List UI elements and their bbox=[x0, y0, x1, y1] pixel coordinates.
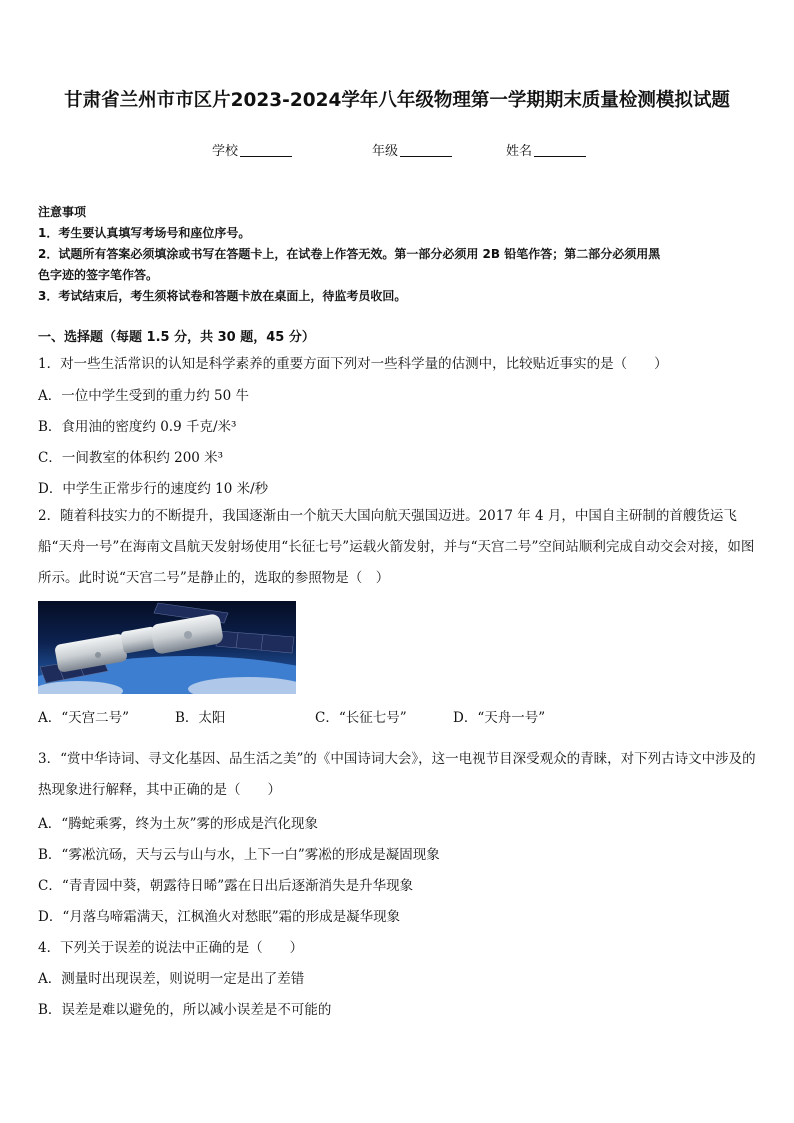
question-3-option-c[interactable]: C．“青青园中葵，朝露待日晞”露在日出后逐渐消失是升华现象 bbox=[38, 878, 414, 894]
grade-blank[interactable] bbox=[400, 144, 452, 157]
question-2-stem: 2．随着科技实力的不断提升，我国逐渐由一个航天大国向航天强国迈进。2017 年 4 月，中国自主研制的首艘货运飞船“天舟一号”在海南文昌航天发射场使用“长征七号”运载火箭发射，并与“天宫二号”空间站顺利完成自动交会对接，如图所示。此时说“天宫二号”是静止的，选取的参照物是（ ） bbox=[38, 508, 755, 586]
section-heading: 一、选择题（每题 1.5 分，共 30 题，45 分） bbox=[38, 330, 315, 345]
question-1-option-d[interactable]: D．中学生正常步行的速度约 10 米/秒 bbox=[38, 481, 269, 497]
school-blank[interactable] bbox=[240, 144, 292, 157]
school-field[interactable] bbox=[212, 140, 292, 159]
name-label: 姓名 bbox=[506, 144, 533, 159]
question-2-option-d[interactable]: D．“天舟一号” bbox=[453, 710, 546, 726]
question-1-option-a[interactable]: A．一位中学生受到的重力约 50 牛 bbox=[38, 388, 250, 404]
question-3-option-b[interactable]: B．“雾凇沆砀，天与云与山与水，上下一白”雾凇的形成是凝固现象 bbox=[38, 847, 440, 863]
question-4-option-a[interactable]: A．测量时出现误差，则说明一定是出了差错 bbox=[38, 971, 305, 987]
school-label: 学校 bbox=[212, 144, 239, 159]
question-4-stem: 4．下列关于误差的说法中正确的是（ ） bbox=[38, 940, 304, 956]
note-item: 1．考生要认真填写考场号和座位序号。 bbox=[38, 226, 251, 240]
question-1-option-b[interactable]: B．食用油的密度约 0.9 千克/米³ bbox=[38, 419, 237, 435]
page-title: 甘肃省兰州市市区片2023-2024学年八年级物理第一学期期末质量检测模拟试题 bbox=[64, 90, 730, 111]
question-2-option-a[interactable]: A．“天宫二号” bbox=[38, 710, 130, 726]
question-3-option-d[interactable]: D．“月落乌啼霜满天，江枫渔火对愁眠”霜的形成是凝华现象 bbox=[38, 909, 401, 925]
question-2-option-b[interactable]: B．太阳 bbox=[175, 710, 226, 726]
question-1-stem: 1．对一些生活常识的认知是科学素养的重要方面下列对一些科学量的估测中，比较贴近事实的是（ ） bbox=[38, 356, 668, 372]
note-item: 3．考试结束后，考生须将试卷和答题卡放在桌面上，待监考员收回。 bbox=[38, 289, 407, 303]
note-item: 色字迹的签字笔作答。 bbox=[38, 268, 159, 282]
grade-field[interactable] bbox=[372, 140, 452, 159]
question-3-stem: 3．“赏中华诗词、寻文化基因、品生活之美”的《中国诗词大会》，这一电视节目深受观众的青睐，对下列古诗文中涉及的热现象进行解释，其中正确的是（ ） bbox=[38, 751, 756, 798]
name-field[interactable] bbox=[506, 140, 586, 159]
question-2-option-c[interactable]: C．“长征七号” bbox=[315, 710, 407, 726]
grade-label: 年级 bbox=[372, 144, 399, 159]
question-1-option-c[interactable]: C．一间教室的体积约 200 米³ bbox=[38, 450, 224, 466]
question-3-option-a[interactable]: A．“腾蛇乘雾，终为土灰”雾的形成是汽化现象 bbox=[38, 816, 319, 832]
space-station-image bbox=[38, 601, 296, 694]
notes-heading: 注意事项 bbox=[38, 205, 87, 219]
question-2-options bbox=[38, 706, 545, 726]
question-4-option-b[interactable]: B．误差是难以避免的，所以减小误差是不可能的 bbox=[38, 1002, 332, 1018]
note-item: 2．试题所有答案必须填涂或书写在答题卡上，在试卷上作答无效。第一部分必须用 2B 铅笔作答；第二部分必须用黑 bbox=[38, 247, 661, 261]
space-station-illustration bbox=[38, 601, 296, 694]
name-blank[interactable] bbox=[534, 144, 586, 157]
notes-section bbox=[38, 202, 758, 307]
